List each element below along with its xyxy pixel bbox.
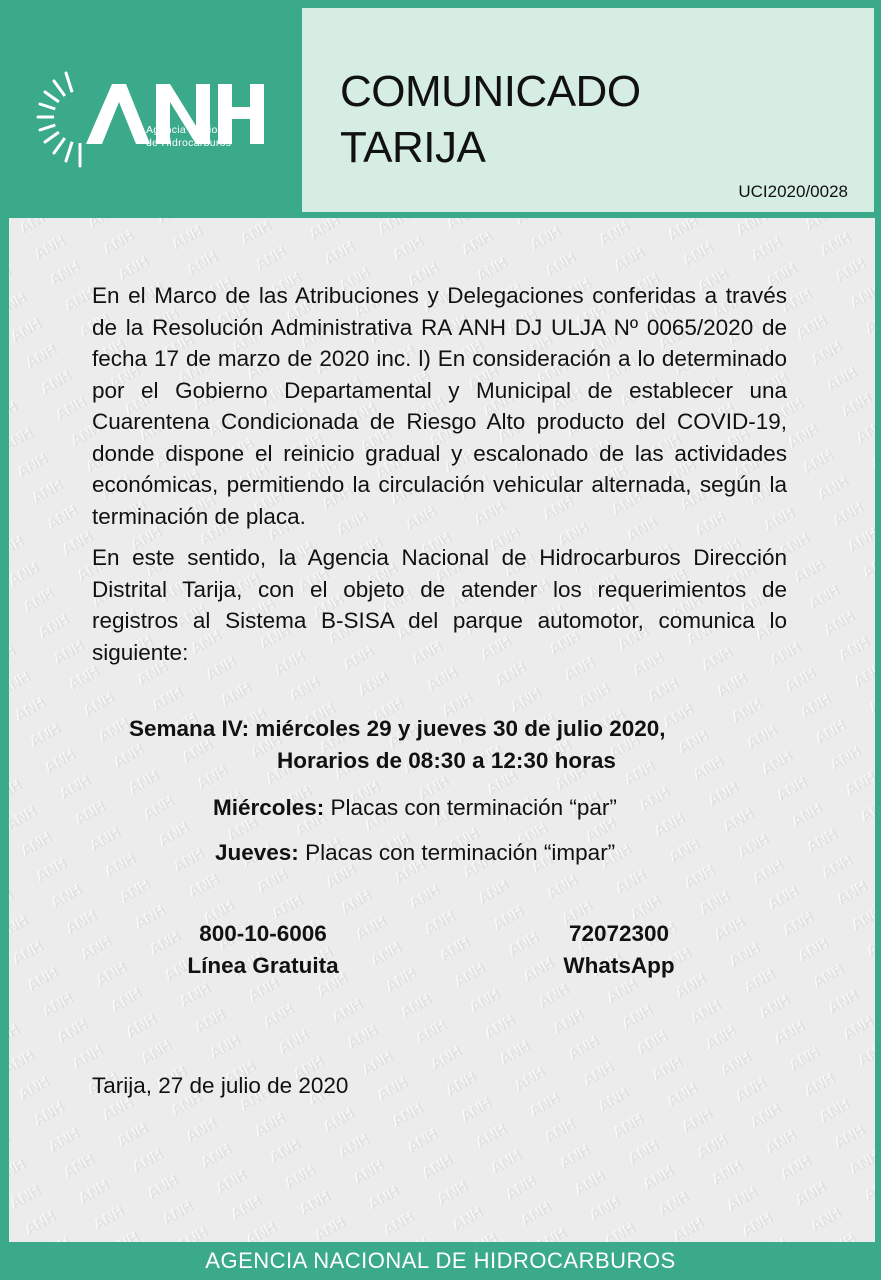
footer-agency-name: AGENCIA NACIONAL DE HIDROCARBUROS (205, 1248, 676, 1273)
document-code: UCI2020/0028 (738, 182, 848, 201)
contact-whatsapp (489, 918, 749, 982)
page-title (340, 64, 641, 176)
paragraph-1: En el Marco de las Atribuciones y Delegaciones conferidas a través de la Resolución Administrativa RA ANH DJ ULJA Nº 0065/2020 de fecha 17 de marzo de 2020 inc. l) En consideración a lo determinado por el Gobierno Departamental y Municipal de establecer una Cuarentena Condicionada de Riesgo Alto producto del COVID-19, donde dispone el reinicio gradual y escalonado de las actividades económicas, permitiendo la circulación vehicular alternada, según la terminación de placa. (92, 283, 787, 529)
logo-subtitle-line1: Agencia Nacional (146, 124, 233, 136)
thursday-label: Jueves: (215, 840, 299, 865)
logo-subtitle (146, 124, 233, 150)
title-box (302, 8, 874, 212)
content-panel (9, 218, 875, 1242)
thursday-text: Placas con terminación “impar” (298, 840, 616, 865)
contact-label: Línea Gratuita (187, 953, 339, 978)
thursday-plates (215, 837, 615, 869)
wednesday-plates (213, 792, 617, 824)
schedule-hours: Horarios de 08:30 a 12:30 horas (277, 748, 616, 773)
contact-label: WhatsApp (563, 953, 675, 978)
contact-number: 800-10-6006 (199, 921, 327, 946)
logo-area (0, 0, 296, 214)
contact-free-line (133, 918, 393, 982)
schedule-week: Semana IV: miércoles 29 y jueves 30 de julio 2020, (129, 716, 666, 741)
wednesday-label: Miércoles: (213, 795, 325, 820)
document-date: Tarija, 27 de julio de 2020 (92, 1073, 349, 1098)
contact-number: 72072300 (568, 921, 670, 946)
title-line2: TARIJA (340, 123, 486, 172)
paragraph-2: En este sentido, la Agencia Nacional de Hidrocarburos Dirección Distrital Tarija, con el objeto de atender los requerimientos de registros al Sistema B-SISA del parque automotor, comunica lo siguiente: (92, 545, 787, 665)
body-text (92, 280, 787, 678)
logo-subtitle-line2: de Hidrocarburos (146, 137, 232, 149)
anh-logo-icon (34, 62, 274, 172)
title-line1: COMUNICADO (340, 67, 641, 116)
wednesday-text: Placas con terminación “par” (324, 795, 617, 820)
